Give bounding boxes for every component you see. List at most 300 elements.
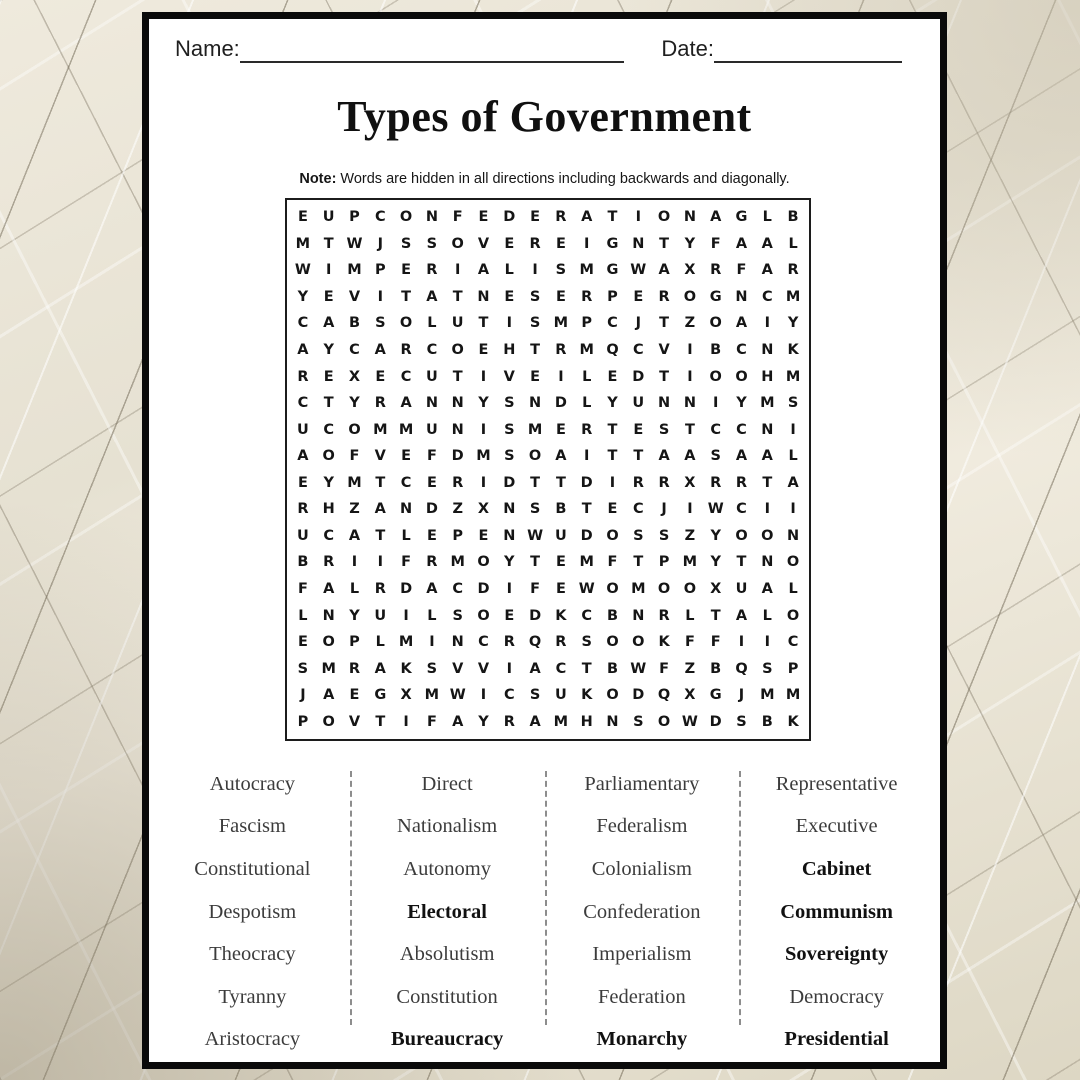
grid-cell-r20c4: T bbox=[375, 713, 386, 730]
word-item: Federalism bbox=[596, 815, 688, 838]
grid-cell-r12c19: I bbox=[764, 501, 770, 518]
grid-cell-r3c8: A bbox=[477, 262, 490, 279]
grid-cell-r8c1: C bbox=[297, 395, 309, 412]
grid-cell-r10c6: F bbox=[426, 448, 437, 465]
grid-cell-r16c17: T bbox=[710, 607, 721, 624]
grid-cell-r7c7: T bbox=[452, 368, 463, 385]
grid-cell-r11c2: Y bbox=[323, 474, 334, 491]
grid-cell-r13c8: E bbox=[478, 527, 489, 544]
grid-cell-r13c2: C bbox=[323, 527, 335, 544]
grid-cell-r19c5: X bbox=[400, 687, 412, 704]
grid-cell-r19c13: O bbox=[606, 687, 619, 704]
grid-cell-r9c20: I bbox=[790, 421, 796, 438]
grid-cell-r8c7: N bbox=[451, 395, 464, 412]
word-item: Communism bbox=[780, 900, 893, 923]
grid-cell-r16c14: N bbox=[632, 607, 645, 624]
grid-cell-r13c10: W bbox=[527, 527, 544, 544]
grid-cell-r17c4: L bbox=[375, 634, 385, 651]
grid-cell-r8c2: T bbox=[323, 395, 334, 412]
grid-cell-r9c6: U bbox=[426, 421, 438, 438]
grid-cell-r13c16: Z bbox=[684, 527, 696, 544]
grid-cell-r14c2: R bbox=[323, 554, 335, 571]
grid-cell-r3c16: X bbox=[684, 262, 696, 279]
grid-cell-r13c5: L bbox=[401, 527, 411, 544]
grid-cell-r3c6: R bbox=[426, 262, 438, 279]
grid-cell-r10c2: O bbox=[322, 448, 335, 465]
grid-cell-r12c2: H bbox=[322, 501, 335, 518]
word-item: Representative bbox=[775, 772, 898, 795]
grid-cell-r5c19: I bbox=[764, 315, 770, 332]
grid-cell-r12c9: N bbox=[503, 501, 516, 518]
grid-cell-r18c4: A bbox=[374, 660, 386, 677]
grid-cell-r8c6: N bbox=[425, 395, 438, 412]
grid-cell-r20c5: I bbox=[403, 713, 409, 730]
grid-cell-r16c3: Y bbox=[349, 607, 360, 624]
grid-cell-r8c10: N bbox=[529, 395, 542, 412]
grid-cell-r17c8: C bbox=[478, 634, 489, 651]
grid-cell-r17c20: C bbox=[787, 634, 799, 651]
grid-cell-r1c2: U bbox=[322, 209, 335, 226]
grid-cell-r17c11: R bbox=[555, 634, 567, 651]
grid-cell-r5c1: C bbox=[297, 315, 309, 332]
grid-cell-r14c18: T bbox=[736, 554, 747, 571]
grid-cell-r2c16: Y bbox=[684, 235, 696, 252]
grid-cell-r14c7: M bbox=[450, 554, 465, 571]
grid-cell-r9c14: E bbox=[633, 421, 644, 438]
grid-cell-r17c2: O bbox=[322, 634, 335, 651]
grid-cell-r16c20: O bbox=[786, 607, 800, 624]
grid-cell-r14c12: M bbox=[579, 554, 594, 571]
grid-cell-r10c12: I bbox=[583, 448, 590, 465]
grid-cell-r11c3: M bbox=[347, 474, 362, 491]
grid-cell-r11c10: T bbox=[530, 474, 541, 491]
grid-cell-r20c18: S bbox=[736, 713, 747, 730]
grid-cell-r4c9: E bbox=[504, 288, 515, 305]
grid-cell-r18c18: Q bbox=[735, 660, 748, 677]
grid-cell-r3c9: L bbox=[504, 262, 514, 279]
grid-cell-r14c3: I bbox=[351, 554, 358, 571]
grid-cell-r8c11: D bbox=[554, 395, 567, 412]
grid-cell-r2c17: F bbox=[710, 235, 721, 252]
grid-cell-r19c2: A bbox=[323, 687, 335, 704]
grid-cell-r5c7: U bbox=[451, 315, 464, 332]
grid-cell-r10c17: S bbox=[710, 448, 721, 465]
grid-cell-r16c6: L bbox=[427, 607, 437, 624]
grid-cell-r7c8: I bbox=[480, 368, 487, 385]
grid-cell-r1c13: T bbox=[607, 209, 618, 226]
grid-cell-r14c15: P bbox=[658, 554, 670, 571]
grid-cell-r7c16: I bbox=[687, 368, 693, 385]
grid-cell-r5c16: Z bbox=[684, 315, 696, 332]
grid-cell-r13c19: O bbox=[761, 527, 774, 544]
grid-cell-r8c18: Y bbox=[736, 395, 747, 412]
grid-cell-r9c18: C bbox=[736, 421, 747, 438]
grid-cell-r17c1: E bbox=[297, 634, 308, 651]
grid-cell-r15c7: C bbox=[452, 580, 464, 597]
grid-cell-r14c13: F bbox=[607, 554, 618, 571]
grid-cell-r9c2: C bbox=[323, 421, 335, 438]
grid-cell-r14c5: F bbox=[401, 554, 412, 571]
grid-cell-r13c13: O bbox=[606, 527, 619, 544]
grid-cell-r6c16: I bbox=[687, 342, 693, 359]
grid-cell-r11c20: A bbox=[787, 474, 799, 491]
grid-cell-r16c15: R bbox=[658, 607, 670, 624]
word-item: Autonomy bbox=[403, 857, 491, 880]
grid-cell-r10c9: S bbox=[504, 448, 515, 465]
grid-cell-r18c1: S bbox=[297, 660, 309, 677]
grid-cell-r3c10: I bbox=[532, 262, 538, 279]
grid-cell-r20c17: D bbox=[709, 713, 722, 730]
grid-cell-r12c14: C bbox=[632, 501, 644, 518]
worksheet-page bbox=[142, 12, 947, 1069]
grid-cell-r19c6: M bbox=[424, 687, 440, 704]
grid-cell-r2c2: T bbox=[323, 235, 334, 252]
grid-cell-r4c12: R bbox=[581, 288, 593, 305]
grid-cell-r15c17: X bbox=[710, 580, 722, 597]
grid-cell-r16c10: D bbox=[529, 607, 542, 624]
word-item: Executive bbox=[795, 815, 878, 838]
word-list-column-4 bbox=[739, 763, 934, 1063]
word-item: Colonialism bbox=[591, 857, 692, 880]
grid-cell-r5c8: T bbox=[478, 315, 489, 332]
grid-cell-r15c16: O bbox=[683, 580, 697, 597]
grid-cell-r2c9: E bbox=[504, 235, 515, 252]
grid-cell-r18c3: R bbox=[348, 660, 361, 677]
word-list-column-1 bbox=[155, 763, 350, 1063]
grid-cell-r11c4: T bbox=[375, 474, 386, 491]
grid-cell-r11c17: R bbox=[710, 474, 722, 491]
grid-cell-r4c8: N bbox=[477, 288, 490, 305]
date-blank-line bbox=[714, 40, 902, 63]
grid-cell-r2c4: J bbox=[377, 235, 383, 252]
grid-cell-r15c4: R bbox=[374, 580, 386, 597]
grid-cell-r15c5: D bbox=[400, 580, 413, 597]
grid-cell-r15c10: F bbox=[530, 580, 541, 597]
grid-cell-r4c5: T bbox=[401, 288, 412, 305]
grid-cell-r9c3: O bbox=[348, 421, 361, 438]
grid-cell-r16c4: U bbox=[374, 607, 387, 624]
grid-cell-r15c14: M bbox=[631, 580, 646, 597]
grid-cell-r6c19: N bbox=[761, 342, 774, 359]
grid-cell-r6c13: Q bbox=[606, 342, 619, 359]
grid-cell-r16c18: A bbox=[735, 607, 748, 624]
grid-cell-r1c6: N bbox=[425, 209, 438, 226]
grid-cell-r19c12: K bbox=[581, 687, 593, 704]
grid-cell-r8c12: L bbox=[582, 395, 592, 412]
grid-cell-r13c9: N bbox=[503, 527, 516, 544]
grid-cell-r10c15: A bbox=[658, 448, 670, 465]
grid-cell-r2c14: N bbox=[632, 235, 645, 252]
grid-cell-r19c19: M bbox=[760, 687, 775, 704]
grid-cell-r1c8: E bbox=[478, 209, 489, 226]
grid-cell-r18c19: S bbox=[762, 660, 773, 677]
grid-cell-r2c13: G bbox=[606, 235, 619, 252]
grid-cell-r10c14: T bbox=[633, 448, 644, 465]
grid-cell-r3c3: M bbox=[347, 262, 362, 279]
grid-cell-r12c10: S bbox=[529, 501, 541, 518]
grid-cell-r12c16: I bbox=[687, 501, 693, 518]
grid-cell-r7c20: M bbox=[785, 368, 801, 385]
grid-cell-r11c11: T bbox=[555, 474, 566, 491]
grid-cell-r13c14: S bbox=[633, 527, 644, 544]
grid-cell-r7c18: O bbox=[735, 368, 748, 385]
grid-cell-r1c4: C bbox=[374, 209, 386, 226]
word-list-column-3 bbox=[545, 763, 740, 1063]
grid-cell-r15c15: O bbox=[657, 580, 671, 597]
grid-cell-r20c7: A bbox=[452, 713, 464, 730]
grid-cell-r1c19: L bbox=[762, 209, 772, 226]
grid-cell-r15c12: W bbox=[578, 580, 595, 597]
grid-cell-r4c10: S bbox=[529, 288, 541, 305]
grid-cell-r9c9: S bbox=[504, 421, 515, 438]
word-item: Sovereignty bbox=[784, 943, 889, 966]
grid-cell-r1c16: N bbox=[683, 209, 696, 226]
grid-cell-r1c17: A bbox=[710, 209, 722, 226]
grid-cell-r15c18: U bbox=[735, 580, 748, 597]
grid-cell-r20c6: F bbox=[426, 713, 437, 730]
grid-cell-r16c11: K bbox=[555, 607, 567, 624]
grid-cell-r6c5: R bbox=[400, 342, 412, 359]
name-label: Name: bbox=[175, 36, 240, 61]
grid-cell-r5c14: J bbox=[635, 315, 641, 332]
word-item: Imperialism bbox=[592, 943, 692, 966]
grid-cell-r14c11: E bbox=[555, 554, 566, 571]
grid-cell-r11c18: R bbox=[735, 474, 748, 491]
grid-cell-r13c12: D bbox=[580, 527, 593, 544]
grid-cell-r8c9: S bbox=[504, 395, 515, 412]
grid-cell-r6c15: V bbox=[658, 342, 670, 359]
grid-cell-r11c6: E bbox=[426, 474, 437, 491]
grid-cell-r6c3: C bbox=[349, 342, 360, 359]
grid-cell-r10c18: A bbox=[735, 448, 748, 465]
grid-cell-r18c8: V bbox=[477, 660, 490, 677]
grid-cell-r2c18: A bbox=[735, 235, 748, 252]
grid-cell-r18c2: M bbox=[321, 660, 336, 677]
grid-cell-r7c5: C bbox=[400, 368, 412, 385]
grid-cell-r8c16: N bbox=[683, 395, 696, 412]
grid-cell-r10c5: E bbox=[401, 448, 412, 465]
grid-cell-r14c20: O bbox=[786, 554, 800, 571]
grid-cell-r18c13: B bbox=[606, 660, 619, 677]
grid-cell-r9c17: C bbox=[710, 421, 722, 438]
grid-cell-r8c17: I bbox=[712, 395, 719, 412]
grid-cell-r9c13: T bbox=[607, 421, 618, 438]
grid-cell-r7c11: I bbox=[558, 368, 564, 385]
grid-cell-r17c15: K bbox=[658, 634, 670, 651]
grid-cell-r7c15: T bbox=[659, 368, 670, 385]
grid-cell-r3c18: F bbox=[736, 262, 747, 279]
grid-cell-r15c11: E bbox=[555, 580, 566, 597]
word-item: Presidential bbox=[784, 1028, 889, 1051]
grid-cell-r1c14: I bbox=[635, 209, 641, 226]
grid-cell-r2c3: W bbox=[346, 235, 363, 252]
grid-cell-r7c19: H bbox=[761, 368, 774, 385]
grid-cell-r15c13: O bbox=[606, 580, 619, 597]
grid-cell-r2c20: L bbox=[788, 235, 798, 252]
grid-cell-r18c16: Z bbox=[684, 660, 696, 677]
word-item: Democracy bbox=[789, 985, 884, 1008]
grid-cell-r12c20: I bbox=[790, 501, 796, 518]
word-list bbox=[155, 763, 934, 1063]
grid-cell-r20c14: S bbox=[633, 713, 644, 730]
grid-cell-r4c1: Y bbox=[297, 288, 309, 305]
grid-cell-r2c15: T bbox=[659, 235, 670, 252]
grid-cell-r5c4: S bbox=[375, 315, 386, 332]
grid-cell-r5c12: P bbox=[581, 315, 593, 332]
grid-cell-r4c11: E bbox=[555, 288, 566, 305]
grid-cell-r3c20: R bbox=[787, 262, 799, 279]
grid-cell-r11c8: I bbox=[480, 474, 487, 491]
grid-cell-r5c11: M bbox=[553, 315, 569, 332]
grid-cell-r7c14: D bbox=[632, 368, 645, 385]
grid-cell-r3c17: R bbox=[710, 262, 722, 279]
grid-cell-r13c1: U bbox=[297, 527, 309, 544]
grid-cell-r20c8: Y bbox=[478, 713, 489, 730]
grid-cell-r14c4: I bbox=[377, 554, 383, 571]
grid-cell-r1c15: O bbox=[657, 209, 671, 226]
word-item: Confederation bbox=[583, 900, 701, 923]
word-item: Monarchy bbox=[596, 1028, 688, 1051]
grid-cell-r12c4: A bbox=[374, 501, 386, 518]
grid-cell-r18c12: T bbox=[581, 660, 592, 677]
grid-cell-r16c19: L bbox=[762, 607, 772, 624]
grid-cell-r19c8: I bbox=[480, 687, 487, 704]
grid-cell-r17c19: I bbox=[764, 634, 770, 651]
grid-cell-r5c5: O bbox=[399, 315, 413, 332]
grid-cell-r20c11: M bbox=[553, 713, 569, 730]
grid-cell-r11c9: D bbox=[503, 474, 516, 491]
date-field bbox=[661, 36, 902, 63]
grid-cell-r13c6: E bbox=[426, 527, 437, 544]
grid-cell-r1c3: P bbox=[349, 209, 360, 226]
grid-cell-r17c6: I bbox=[429, 634, 435, 651]
grid-cell-r4c20: M bbox=[785, 288, 801, 305]
grid-cell-r13c11: U bbox=[555, 527, 567, 544]
word-item: Aristocracy bbox=[204, 1028, 301, 1051]
word-item: Federation bbox=[598, 985, 686, 1008]
grid-cell-r8c20: S bbox=[787, 395, 799, 412]
grid-cell-r6c2: Y bbox=[323, 342, 334, 359]
word-item: Absolutism bbox=[399, 943, 495, 966]
grid-cell-r12c3: Z bbox=[349, 501, 360, 518]
grid-cell-r3c7: I bbox=[454, 262, 461, 279]
grid-cell-r17c13: O bbox=[606, 634, 619, 651]
grid-cell-r13c3: A bbox=[348, 527, 361, 544]
grid-cell-r15c9: I bbox=[506, 580, 512, 597]
grid-cell-r13c15: S bbox=[658, 527, 670, 544]
grid-cell-r16c1: L bbox=[298, 607, 308, 624]
grid-cell-r5c10: S bbox=[529, 315, 541, 332]
grid-cell-r18c5: K bbox=[400, 660, 412, 677]
grid-cell-r20c13: N bbox=[606, 713, 619, 730]
grid-cell-r11c14: R bbox=[632, 474, 644, 491]
grid-cell-r12c13: E bbox=[607, 501, 618, 518]
grid-cell-r6c1: A bbox=[297, 342, 309, 359]
grid-cell-r15c3: L bbox=[349, 580, 360, 597]
grid-cell-r20c10: A bbox=[529, 713, 541, 730]
note-text bbox=[149, 171, 940, 187]
grid-cell-r20c3: V bbox=[348, 713, 361, 730]
grid-cell-r19c11: U bbox=[555, 687, 567, 704]
grid-cell-r18c11: C bbox=[555, 660, 567, 677]
grid-cell-r9c11: E bbox=[555, 421, 566, 438]
date-label: Date: bbox=[661, 36, 714, 61]
grid-cell-r11c15: R bbox=[658, 474, 670, 491]
grid-cell-r5c3: B bbox=[348, 315, 361, 332]
grid-cell-r6c8: E bbox=[478, 342, 489, 359]
grid-cell-r11c1: E bbox=[297, 474, 308, 491]
grid-cell-r19c18: J bbox=[738, 687, 745, 704]
grid-cell-r7c9: V bbox=[503, 368, 515, 385]
grid-cell-r6c7: O bbox=[451, 342, 464, 359]
grid-cell-r20c20: K bbox=[787, 713, 799, 730]
grid-cell-r18c7: V bbox=[452, 660, 464, 677]
word-item: Tyranny bbox=[218, 985, 287, 1008]
page-title: Types of Government bbox=[337, 92, 752, 141]
grid-cell-r14c9: Y bbox=[504, 554, 515, 571]
grid-cell-r3c2: I bbox=[325, 262, 332, 279]
grid-cell-r2c10: R bbox=[529, 235, 541, 252]
grid-cell-r6c4: A bbox=[374, 342, 386, 359]
grid-cell-r4c4: I bbox=[377, 288, 383, 305]
grid-cell-r4c14: E bbox=[633, 288, 644, 305]
grid-cell-r6c9: H bbox=[503, 342, 516, 359]
grid-cell-r12c12: T bbox=[581, 501, 592, 518]
grid-cell-r17c16: F bbox=[684, 634, 695, 651]
grid-cell-r7c10: E bbox=[530, 368, 541, 385]
grid-cell-r3c11: S bbox=[555, 262, 567, 279]
grid-cell-r9c4: M bbox=[373, 421, 388, 438]
grid-cell-r13c7: P bbox=[452, 527, 464, 544]
grid-cell-r8c15: N bbox=[658, 395, 671, 412]
grid-cell-r14c16: M bbox=[682, 554, 698, 571]
word-item: Autocracy bbox=[209, 772, 296, 795]
grid-cell-r10c8: M bbox=[476, 448, 491, 465]
grid-cell-r12c17: W bbox=[707, 501, 724, 518]
grid-cell-r15c8: D bbox=[477, 580, 490, 597]
name-blank-line bbox=[240, 40, 624, 63]
grid-cell-r6c6: C bbox=[426, 342, 438, 359]
grid-cell-r5c13: C bbox=[607, 315, 618, 332]
grid-cell-r13c20: N bbox=[787, 527, 800, 544]
grid-cell-r19c15: Q bbox=[657, 687, 671, 704]
grid-cell-r5c17: O bbox=[709, 315, 722, 332]
grid-cell-r17c7: N bbox=[451, 634, 464, 651]
grid-cell-r19c3: E bbox=[349, 687, 360, 704]
name-field bbox=[175, 36, 624, 63]
grid-cell-r2c12: I bbox=[583, 235, 590, 252]
grid-cell-r20c1: P bbox=[297, 713, 309, 730]
grid-cell-r10c1: A bbox=[297, 448, 309, 465]
grid-cell-r17c5: M bbox=[398, 634, 414, 651]
grid-cell-r8c5: A bbox=[400, 395, 412, 412]
grid-cell-r2c1: M bbox=[295, 235, 311, 252]
grid-cell-r19c4: G bbox=[374, 687, 387, 704]
grid-cell-r12c15: J bbox=[661, 501, 667, 518]
grid-cell-r5c18: A bbox=[735, 315, 748, 332]
grid-cell-r4c6: A bbox=[426, 288, 438, 305]
grid-cell-r1c12: A bbox=[581, 209, 593, 226]
grid-cell-r19c17: G bbox=[709, 687, 722, 704]
grid-cell-r15c1: F bbox=[297, 580, 308, 597]
grid-cell-r19c10: S bbox=[529, 687, 541, 704]
grid-cell-r10c4: V bbox=[374, 448, 386, 465]
grid-cell-r19c1: J bbox=[300, 687, 306, 704]
grid-cell-r20c19: B bbox=[761, 713, 773, 730]
grid-cell-r4c17: G bbox=[709, 288, 722, 305]
grid-cell-r18c14: W bbox=[630, 660, 647, 677]
grid-cell-r1c5: O bbox=[399, 209, 413, 226]
